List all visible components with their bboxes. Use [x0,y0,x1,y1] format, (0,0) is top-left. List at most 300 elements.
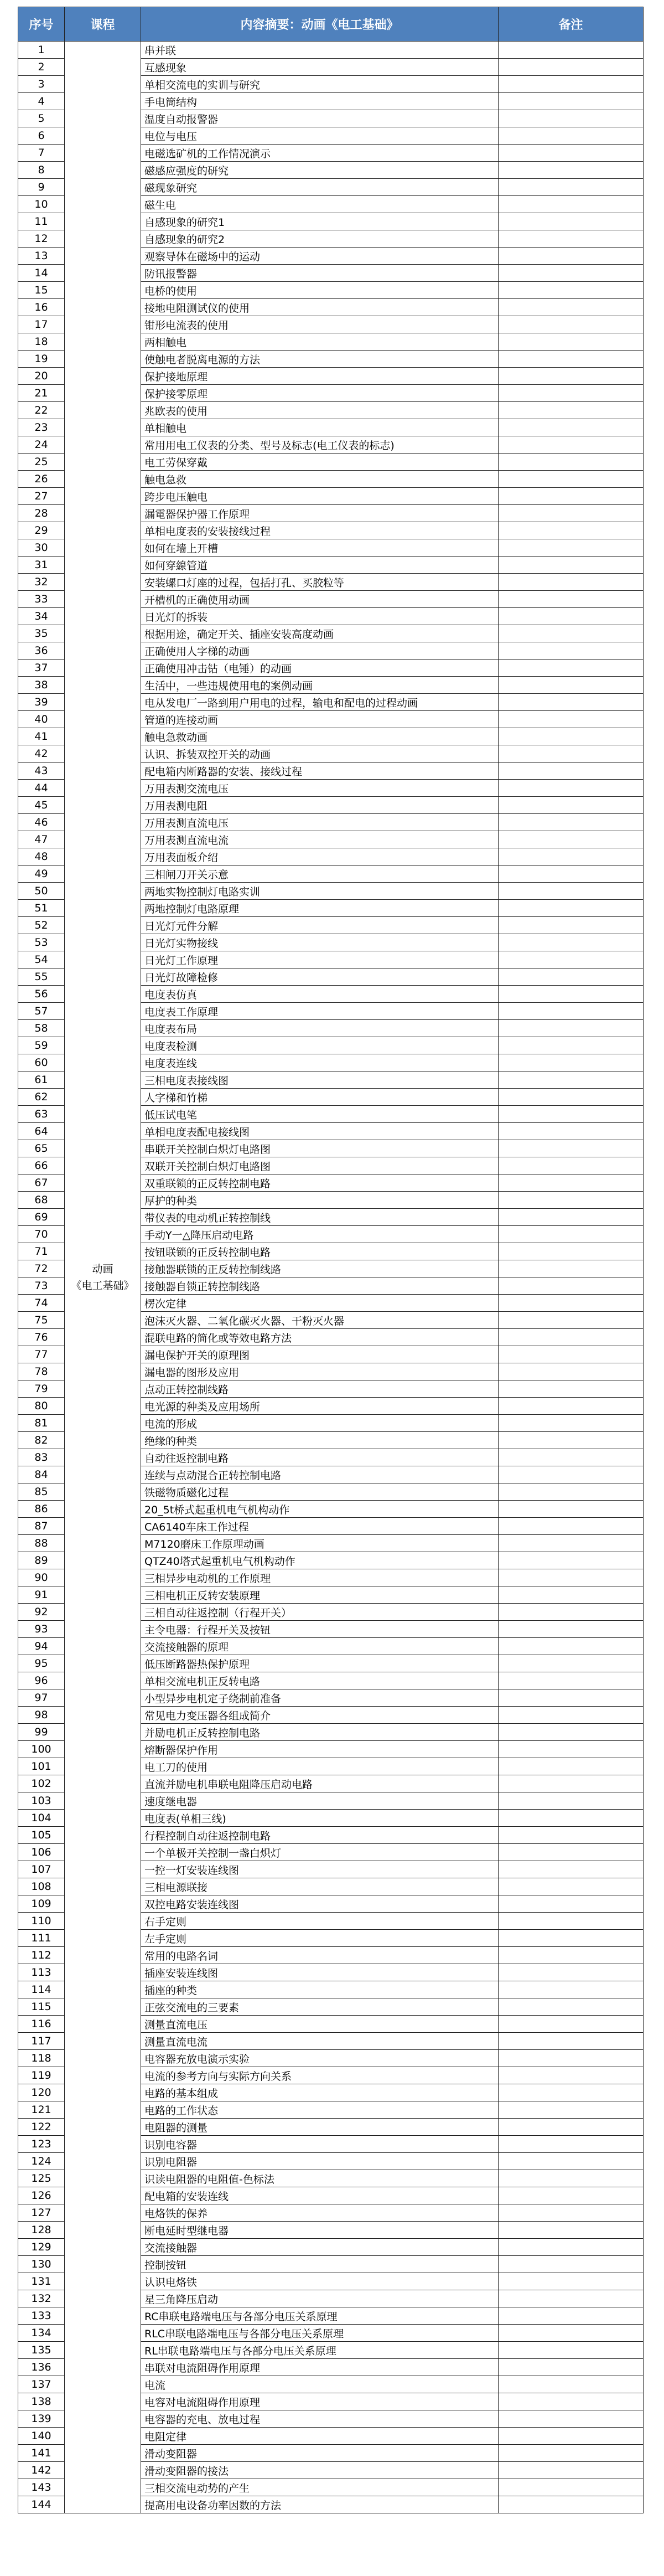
row-serial-number: 37 [18,660,65,677]
row-remark [499,2050,644,2067]
row-content-summary: 电度表工作原理 [141,1003,499,1020]
row-serial-number: 64 [18,1123,65,1140]
row-remark [499,2170,644,2187]
row-remark [499,1552,644,1569]
header-content-summary: 内容摘要：动画《电工基础》 [141,7,499,42]
row-serial-number: 42 [18,745,65,763]
row-remark [499,1638,644,1655]
row-remark [499,162,644,179]
row-serial-number: 32 [18,574,65,591]
header-course: 课程 [65,7,141,42]
row-remark [499,110,644,127]
row-remark [499,282,644,299]
row-content-summary: 电容器充放电演示实验 [141,2050,499,2067]
row-serial-number: 139 [18,2410,65,2428]
row-remark [499,1707,644,1724]
row-remark [499,934,644,951]
row-serial-number: 19 [18,351,65,368]
row-content-summary: 识别电阻器 [141,2153,499,2170]
row-serial-number: 83 [18,1449,65,1466]
row-serial-number: 47 [18,831,65,848]
row-serial-number: 51 [18,900,65,917]
row-remark [499,2479,644,2496]
row-content-summary: 兆欧表的使用 [141,402,499,419]
row-content-summary: 绝缘的种类 [141,1432,499,1449]
row-remark [499,2393,644,2410]
row-content-summary: 电流的形成 [141,1415,499,1432]
row-content-summary: 接地电阻测试仪的使用 [141,299,499,316]
row-content-summary: 低压试电笔 [141,1106,499,1123]
row-remark [499,1209,644,1226]
row-content-summary: 温度自动报警器 [141,110,499,127]
row-serial-number: 55 [18,968,65,986]
row-remark [499,1947,644,1964]
row-remark [499,1157,644,1174]
row-serial-number: 18 [18,333,65,351]
row-remark [499,780,644,797]
row-serial-number: 123 [18,2136,65,2153]
row-content-summary: 如何在墙上开槽 [141,539,499,557]
row-serial-number: 76 [18,1329,65,1346]
row-content-summary: 生活中，一些违规使用电的案例动画 [141,677,499,694]
row-serial-number: 70 [18,1226,65,1243]
row-remark [499,2153,644,2170]
row-serial-number: 74 [18,1295,65,1312]
row-content-summary: 厚护的种类 [141,1192,499,1209]
row-content-summary: 接触器联锁的正反转控制线路 [141,1260,499,1277]
row-content-summary: 三相自动往返控制（行程开关） [141,1604,499,1621]
row-remark [499,968,644,986]
row-content-summary: 电度表(单相三线) [141,1810,499,1827]
row-serial-number: 131 [18,2273,65,2290]
row-serial-number: 49 [18,865,65,883]
row-content-summary: 常见电力变压器各组成简介 [141,1707,499,1724]
row-serial-number: 132 [18,2290,65,2307]
row-content-summary: 三相闸刀开关示意 [141,865,499,883]
row-serial-number: 13 [18,248,65,265]
row-serial-number: 119 [18,2067,65,2084]
row-content-summary: 连续与点动混合正转控制电路 [141,1466,499,1483]
row-content-summary: 单相触电 [141,419,499,436]
row-content-summary: 串联开关控制白炽灯电路图 [141,1140,499,1157]
row-remark [499,797,644,814]
row-content-summary: 测量直流电压 [141,2016,499,2033]
row-serial-number: 11 [18,213,65,230]
row-remark [499,660,644,677]
row-serial-number: 45 [18,797,65,814]
row-serial-number: 17 [18,316,65,333]
row-content-summary: 万用表面板介绍 [141,848,499,865]
row-content-summary: 带仪表的电动机正转控制线 [141,1209,499,1226]
row-remark [499,2342,644,2359]
row-serial-number: 96 [18,1672,65,1689]
row-content-summary: 钳形电流表的使用 [141,316,499,333]
row-remark [499,1535,644,1552]
row-remark [499,591,644,608]
row-content-summary: 自动往返控制电路 [141,1449,499,1466]
row-remark [499,1930,644,1947]
row-content-summary: 识别电容器 [141,2136,499,2153]
row-remark [499,557,644,574]
row-remark [499,1724,644,1741]
row-remark [499,608,644,625]
row-content-summary: 正弦交流电的三要素 [141,1998,499,2016]
row-remark [499,986,644,1003]
row-content-summary: 如何穿線管道 [141,557,499,574]
row-remark [499,1123,644,1140]
row-serial-number: 68 [18,1192,65,1209]
row-content-summary: 测量直流电流 [141,2033,499,2050]
row-remark [499,2204,644,2222]
row-serial-number: 4 [18,93,65,110]
row-remark [499,2325,644,2342]
row-serial-number: 120 [18,2084,65,2101]
row-content-summary: 跨步电压触电 [141,488,499,505]
row-content-summary: 混联电路的简化或等效电路方法 [141,1329,499,1346]
row-serial-number: 85 [18,1483,65,1501]
row-remark [499,385,644,402]
row-remark [499,1054,644,1071]
row-content-summary: 接触器自锁正转控制线路 [141,1277,499,1295]
row-serial-number: 80 [18,1398,65,1415]
row-serial-number: 72 [18,1260,65,1277]
row-serial-number: 103 [18,1792,65,1810]
row-serial-number: 46 [18,814,65,831]
row-serial-number: 54 [18,951,65,968]
row-remark [499,2067,644,2084]
row-content-summary: 速度继电器 [141,1792,499,1810]
row-serial-number: 89 [18,1552,65,1569]
row-remark [499,2359,644,2376]
row-content-summary: 三相异步电动机的工作原理 [141,1569,499,1586]
row-remark [499,1329,644,1346]
row-content-summary: 三相电机正反转安装原理 [141,1586,499,1604]
row-content-summary: 滑动变阻器 [141,2445,499,2462]
row-content-summary: 行程控制自动往返控制电路 [141,1827,499,1844]
row-remark [499,1569,644,1586]
row-remark [499,1964,644,1981]
row-serial-number: 99 [18,1724,65,1741]
row-content-summary: 交流接触器的原理 [141,1638,499,1655]
row-remark [499,419,644,436]
row-remark [499,2445,644,2462]
row-remark [499,1844,644,1861]
table-header [18,7,644,42]
row-serial-number: 109 [18,1895,65,1913]
row-serial-number: 69 [18,1209,65,1226]
row-remark [499,2033,644,2050]
row-content-summary: 铁磁物质磁化过程 [141,1483,499,1501]
row-serial-number: 104 [18,1810,65,1827]
row-remark [499,1775,644,1792]
row-remark [499,2256,644,2273]
row-content-summary: 楞次定律 [141,1295,499,1312]
row-remark [499,522,644,539]
row-content-summary: 漏电器的图形及应用 [141,1363,499,1380]
row-content-summary: 磁感应强度的研究 [141,162,499,179]
row-serial-number: 35 [18,625,65,642]
row-serial-number: 63 [18,1106,65,1123]
row-remark [499,2290,644,2307]
row-serial-number: 52 [18,917,65,934]
row-serial-number: 8 [18,162,65,179]
row-serial-number: 75 [18,1312,65,1329]
row-serial-number: 98 [18,1707,65,1724]
row-content-summary: 万用表测直流电流 [141,831,499,848]
row-remark [499,694,644,711]
row-content-summary: 串联对电流阻碍作用原理 [141,2359,499,2376]
row-serial-number: 58 [18,1020,65,1037]
row-content-summary: 右手定则 [141,1913,499,1930]
row-content-summary: 单相交流电的实训与研究 [141,76,499,93]
row-remark [499,230,644,248]
row-remark [499,1501,644,1518]
row-content-summary: 串并联 [141,42,499,59]
row-content-summary: 插座的种类 [141,1981,499,1998]
row-serial-number: 60 [18,1054,65,1071]
row-remark [499,1981,644,1998]
row-serial-number: 6 [18,127,65,145]
row-content-summary: 单相电度表的安装接线过程 [141,522,499,539]
row-serial-number: 20 [18,368,65,385]
row-serial-number: 39 [18,694,65,711]
row-serial-number: 87 [18,1518,65,1535]
row-serial-number: 111 [18,1930,65,1947]
row-content-summary: 按钮联锁的正反转控制电路 [141,1243,499,1260]
row-remark [499,1878,644,1895]
row-remark [499,1312,644,1329]
row-serial-number: 65 [18,1140,65,1157]
row-remark [499,1518,644,1535]
row-remark [499,745,644,763]
row-content-summary: 电容器的充电、放电过程 [141,2410,499,2428]
row-remark [499,1861,644,1878]
row-content-summary: 保护接地原理 [141,368,499,385]
row-remark [499,2084,644,2101]
row-content-summary: 电从发电厂一路到用户用电的过程，输电和配电的过程动画 [141,694,499,711]
row-remark [499,2101,644,2119]
row-content-summary: 双控电路安装连线图 [141,1895,499,1913]
row-content-summary: 一个单极开关控制一盏白炽灯 [141,1844,499,1861]
row-content-summary: 日光灯工作原理 [141,951,499,968]
row-remark [499,1174,644,1192]
row-content-summary: 一控一灯安装连线图 [141,1861,499,1878]
row-remark [499,1346,644,1363]
row-serial-number: 113 [18,1964,65,1981]
row-remark [499,1106,644,1123]
row-remark [499,900,644,917]
row-content-summary: 正确使用冲击钻（电锤）的动画 [141,660,499,677]
row-remark [499,2119,644,2136]
row-remark [499,402,644,419]
row-serial-number: 107 [18,1861,65,1878]
row-serial-number: 133 [18,2307,65,2325]
row-serial-number: 124 [18,2153,65,2170]
table-body [18,42,644,2513]
row-serial-number: 90 [18,1569,65,1586]
row-serial-number: 22 [18,402,65,419]
row-serial-number: 143 [18,2479,65,2496]
row-serial-number: 59 [18,1037,65,1054]
row-remark [499,831,644,848]
row-content-summary: 电磁选矿机的工作情况演示 [141,145,499,162]
row-content-summary: 磁现象研究 [141,179,499,196]
row-content-summary: 使触电者脱离电源的方法 [141,351,499,368]
row-remark [499,2428,644,2445]
row-serial-number: 138 [18,2393,65,2410]
row-content-summary: 双重联锁的正反转控制电路 [141,1174,499,1192]
row-content-summary: 开槽机的正确使用动画 [141,591,499,608]
row-content-summary: 交流接触器 [141,2239,499,2256]
row-serial-number: 97 [18,1689,65,1707]
row-content-summary: 熔断器保护作用 [141,1741,499,1758]
course-name-line1: 动画 [92,1263,113,1275]
row-content-summary: 电度表仿真 [141,986,499,1003]
row-remark [499,1260,644,1277]
row-remark [499,1792,644,1810]
row-remark [499,333,644,351]
row-content-summary: 互感现象 [141,59,499,76]
row-serial-number: 10 [18,196,65,213]
row-content-summary: 提高用电设备功率因数的方法 [141,2496,499,2513]
row-serial-number: 56 [18,986,65,1003]
row-remark [499,1741,644,1758]
row-serial-number: 36 [18,642,65,660]
row-serial-number: 130 [18,2256,65,2273]
row-remark [499,883,644,900]
row-remark [499,196,644,213]
row-remark [499,2239,644,2256]
row-serial-number: 86 [18,1501,65,1518]
row-remark [499,59,644,76]
row-serial-number: 53 [18,934,65,951]
row-serial-number: 12 [18,230,65,248]
row-content-summary: 电容对电流阻碍作用原理 [141,2393,499,2410]
row-content-summary: 控制按钮 [141,2256,499,2273]
row-content-summary: RLC串联电路端电压与各部分电压关系原理 [141,2325,499,2342]
row-remark [499,1466,644,1483]
row-content-summary: 触电急救 [141,471,499,488]
row-remark [499,299,644,316]
row-remark [499,763,644,780]
row-content-summary: 日光灯故障检修 [141,968,499,986]
row-content-summary: 低压断路器热保护原理 [141,1655,499,1672]
row-content-summary: 万用表测电阻 [141,797,499,814]
row-remark [499,1295,644,1312]
row-remark [499,1655,644,1672]
row-content-summary: 三相交流电动势的产生 [141,2479,499,2496]
row-remark [499,728,644,745]
header-row [18,7,644,42]
row-remark [499,865,644,883]
table-row [18,42,644,59]
row-serial-number: 66 [18,1157,65,1174]
row-remark [499,625,644,642]
row-serial-number: 57 [18,1003,65,1020]
row-content-summary: 防讯报警器 [141,265,499,282]
row-serial-number: 34 [18,608,65,625]
row-serial-number: 126 [18,2187,65,2204]
row-remark [499,1810,644,1827]
row-content-summary: 保护接零原理 [141,385,499,402]
row-serial-number: 115 [18,1998,65,2016]
row-content-summary: 两相触电 [141,333,499,351]
row-content-summary: 日光灯元件分解 [141,917,499,934]
row-remark [499,1998,644,2016]
row-content-summary: 电光源的种类及应用场所 [141,1398,499,1415]
row-serial-number: 128 [18,2222,65,2239]
row-content-summary: QTZ40塔式起重机电气机构动作 [141,1552,499,1569]
row-content-summary: 电度表检测 [141,1037,499,1054]
row-serial-number: 84 [18,1466,65,1483]
row-serial-number: 79 [18,1380,65,1398]
row-content-summary: 手动Y一△降压启动电路 [141,1226,499,1243]
row-content-summary: CA6140车床工作过程 [141,1518,499,1535]
row-serial-number: 122 [18,2119,65,2136]
row-remark [499,488,644,505]
row-remark [499,265,644,282]
row-remark [499,1758,644,1775]
row-remark [499,642,644,660]
row-content-summary: 电路的基本组成 [141,2084,499,2101]
row-remark [499,1380,644,1398]
row-serial-number: 48 [18,848,65,865]
row-remark [499,1020,644,1037]
row-serial-number: 134 [18,2325,65,2342]
row-content-summary: 漏电保护开关的原理图 [141,1346,499,1363]
row-remark [499,2376,644,2393]
row-remark [499,2410,644,2428]
row-remark [499,1140,644,1157]
row-content-summary: 自感现象的研究1 [141,213,499,230]
row-content-summary: 识读电阻器的电阻值-色标法 [141,2170,499,2187]
row-content-summary: 星三角降压启动 [141,2290,499,2307]
row-serial-number: 50 [18,883,65,900]
row-serial-number: 82 [18,1432,65,1449]
row-content-summary: 小型异步电机定子绕制前准备 [141,1689,499,1707]
row-serial-number: 44 [18,780,65,797]
row-serial-number: 33 [18,591,65,608]
row-serial-number: 94 [18,1638,65,1655]
row-remark [499,1226,644,1243]
row-remark [499,76,644,93]
row-remark [499,1089,644,1106]
row-content-summary: 三相电源联接 [141,1878,499,1895]
row-serial-number: 117 [18,2033,65,2050]
row-content-summary: 单相交流电机正反转电路 [141,1672,499,1689]
row-remark [499,145,644,162]
row-remark [499,1604,644,1621]
row-remark [499,848,644,865]
row-remark [499,436,644,454]
row-remark [499,574,644,591]
row-content-summary: 左手定则 [141,1930,499,1947]
row-content-summary: 根据用途，确定开关、插座安装高度动画 [141,625,499,642]
row-remark [499,814,644,831]
row-content-summary: 常用的电路名词 [141,1947,499,1964]
row-content-summary: 点动正转控制线路 [141,1380,499,1398]
row-serial-number: 67 [18,1174,65,1192]
row-remark [499,2273,644,2290]
row-serial-number: 81 [18,1415,65,1432]
row-remark [499,1243,644,1260]
row-serial-number: 14 [18,265,65,282]
row-content-summary: 万用表测直流电压 [141,814,499,831]
row-remark [499,1432,644,1449]
row-content-summary: 电阻器的测量 [141,2119,499,2136]
row-content-summary: 安装螺口灯座的过程，包括打孔、买胶粒等 [141,574,499,591]
course-name-line2: 《电工基础》 [71,1279,134,1292]
